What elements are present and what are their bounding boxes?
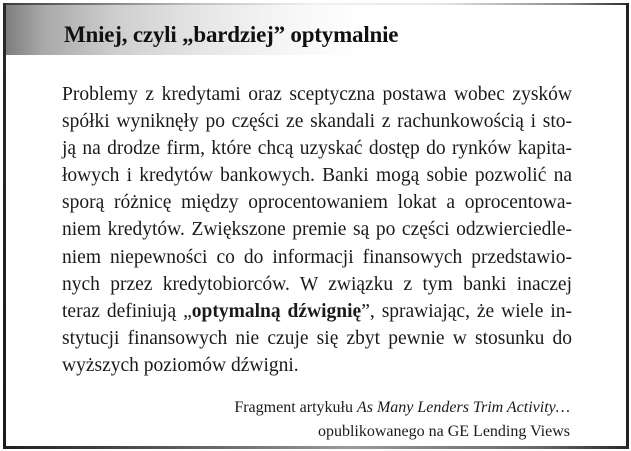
attribution-line-2: opublikowanego na GE Lending Views: [317, 423, 570, 440]
body-text-segment: teraz definiują „: [62, 300, 192, 322]
body-line: stytucji finansowych nie czuje się zbyt pewnie w stosunku do: [62, 327, 572, 349]
body-line: niem kredytów. Zwiększone premie są po części odzwierciedle-: [62, 219, 572, 241]
bold-term-optimal-leverage: optymalną dźwignię: [191, 300, 362, 322]
body-line: sporą różnicę między oprocentowaniem lokat a oprocentowa-: [62, 192, 572, 214]
frame-left-border: [3, 3, 6, 449]
body-line: ją na drodze firm, które chcą uzyskać dostęp do rynków kapita-: [62, 138, 572, 160]
body-line: nych przez kredytobiorców. W związku z tym banki inaczej: [62, 273, 572, 295]
body-paragraph: [62, 81, 572, 379]
body-line-emphasis: [62, 298, 572, 325]
body-text-segment: ”, sprawiając, że wiele in-: [361, 300, 572, 322]
attribution-line-1: [234, 396, 570, 420]
article-title: As Many Lenders Trim Activity…: [356, 399, 570, 416]
body-line: niem niepewności co do informacji finansowych przedstawio-: [62, 246, 572, 268]
source-attribution: [234, 396, 570, 444]
body-line: wyższych poziomów dźwigni.: [62, 354, 299, 376]
attribution-prefix: Fragment artykułu: [234, 399, 357, 416]
frame-bottom-border: [3, 446, 629, 449]
frame-right-border: [626, 3, 629, 449]
box-title: Mniej, czyli „bardziej” optymalnie: [64, 22, 399, 47]
body-line: spółki wyniknęły po części ze skandali z rachunkowością i sto-: [62, 111, 572, 133]
body-line: łowych i kredytów bankowych. Banki mogą sobie pozwolić na: [62, 165, 572, 187]
body-line: Problemy z kredytami oraz sceptyczna postawa wobec zysków: [62, 84, 572, 105]
